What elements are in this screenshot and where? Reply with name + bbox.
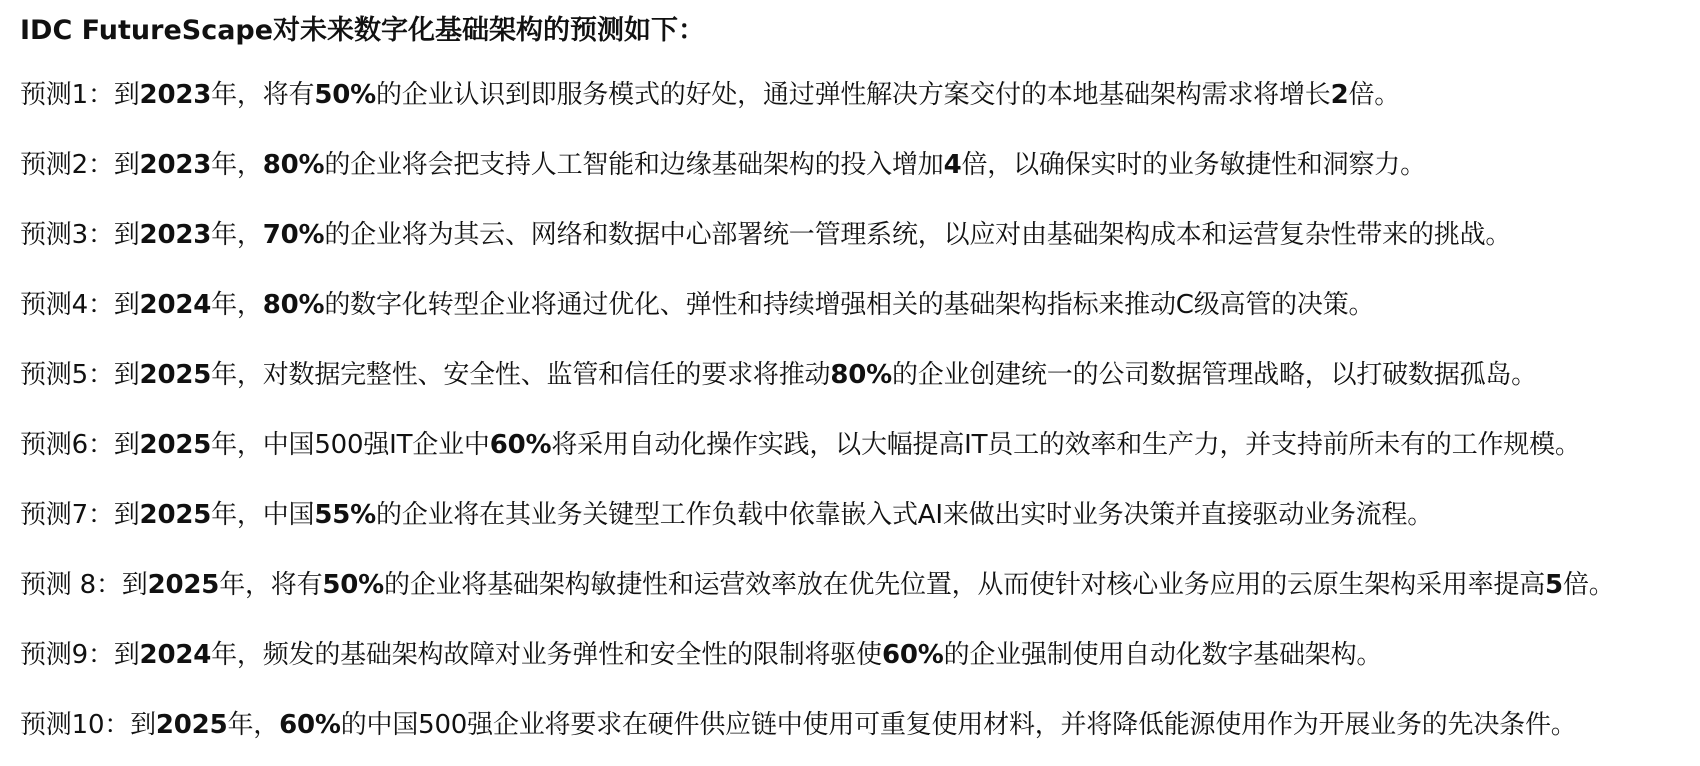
prediction-text: 预测5：到 bbox=[20, 360, 140, 390]
prediction-item-9 bbox=[20, 638, 1682, 672]
prediction-highlight: 4 bbox=[943, 150, 962, 180]
prediction-highlight: 50% bbox=[314, 80, 376, 110]
prediction-text: 倍。 bbox=[1348, 80, 1401, 110]
prediction-highlight: 2025 bbox=[139, 430, 212, 460]
prediction-highlight: 50% bbox=[322, 570, 385, 600]
prediction-text: 预测2：到 bbox=[20, 150, 140, 180]
prediction-item-5 bbox=[20, 358, 1682, 392]
prediction-text: 预测4：到 bbox=[20, 290, 140, 320]
prediction-item-6 bbox=[20, 428, 1682, 462]
prediction-text: 预测6：到 bbox=[20, 430, 140, 460]
prediction-text: 年，对数据完整性、安全性、监管和信任的要求将推动 bbox=[211, 360, 831, 390]
prediction-text: 的中国500强企业将要求在硬件供应链中使用可重复使用材料，并将降低能源使用作为开展业务的先决条件。 bbox=[340, 710, 1577, 740]
prediction-highlight: 55% bbox=[314, 500, 376, 530]
prediction-text: 预测3：到 bbox=[20, 220, 140, 250]
prediction-text: 年，中国500强IT企业中 bbox=[211, 430, 490, 460]
prediction-highlight: 2023 bbox=[139, 150, 212, 180]
prediction-item-1 bbox=[20, 78, 1682, 112]
prediction-text: 的数字化转型企业将通过优化、弹性和持续增强相关的基础架构指标来推动C级高管的决策。 bbox=[324, 290, 1375, 320]
prediction-highlight: 80% bbox=[830, 360, 892, 390]
prediction-text: 预测7：到 bbox=[20, 500, 140, 530]
prediction-text: 的企业创建统一的公司数据管理战略，以打破数据孤岛。 bbox=[891, 360, 1537, 390]
prediction-highlight: 2023 bbox=[139, 220, 212, 250]
prediction-highlight: 5 bbox=[1545, 570, 1563, 600]
prediction-text: 年，将有 bbox=[219, 570, 323, 600]
prediction-highlight: 80% bbox=[262, 150, 325, 180]
prediction-item-7 bbox=[20, 498, 1682, 532]
prediction-highlight: 2 bbox=[1330, 80, 1349, 110]
document-title: IDC FutureScape对未来数字化基础架构的预测如下： bbox=[20, 15, 706, 46]
prediction-highlight: 2024 bbox=[139, 640, 212, 670]
prediction-text: 的企业将会把支持人工智能和边缘基础架构的投入增加 bbox=[324, 150, 944, 180]
prediction-text: 预测 8：到 bbox=[20, 570, 148, 600]
prediction-text: 的企业认识到即服务模式的好处，通过弹性解决方案交付的本地基础架构需求将增长 bbox=[375, 80, 1331, 110]
prediction-text: 的企业将在其业务关键型工作负载中依靠嵌入式AI来做出实时业务决策并直接驱动业务流程。 bbox=[375, 500, 1434, 530]
prediction-highlight: 70% bbox=[262, 220, 325, 250]
prediction-text: 年， bbox=[211, 220, 263, 250]
prediction-text: 年，频发的基础架构故障对业务弹性和安全性的限制将驱使 bbox=[211, 640, 882, 670]
prediction-highlight: 60% bbox=[279, 710, 341, 740]
prediction-text: 年， bbox=[227, 710, 280, 740]
prediction-text: 倍，以确保实时的业务敏捷性和洞察力。 bbox=[961, 150, 1426, 180]
prediction-highlight: 60% bbox=[489, 430, 552, 460]
prediction-item-4 bbox=[20, 288, 1682, 322]
prediction-text: 倍。 bbox=[1562, 570, 1615, 600]
prediction-highlight: 2023 bbox=[139, 80, 212, 110]
prediction-text: 的企业将为其云、网络和数据中心部署统一管理系统，以应对由基础架构成本和运营复杂性带来的挑战。 bbox=[324, 220, 1512, 250]
prediction-highlight: 2024 bbox=[139, 290, 212, 320]
prediction-text: 年， bbox=[211, 150, 263, 180]
prediction-item-8 bbox=[20, 568, 1682, 602]
prediction-highlight: 60% bbox=[881, 640, 944, 670]
prediction-highlight: 2025 bbox=[147, 570, 220, 600]
prediction-text: 预测10：到 bbox=[20, 710, 156, 740]
prediction-text: 将采用自动化操作实践，以大幅提高IT员工的效率和生产力，并支持前所未有的工作规模。 bbox=[551, 430, 1581, 460]
prediction-text: 的企业将基础架构敏捷性和运营效率放在优先位置，从而使针对核心业务应用的云原生架构采用率提高 bbox=[384, 570, 1546, 600]
prediction-highlight: 2025 bbox=[139, 360, 212, 390]
prediction-text: 年，中国 bbox=[211, 500, 315, 530]
prediction-text: 预测1：到 bbox=[20, 80, 140, 110]
prediction-text: 年，将有 bbox=[211, 80, 315, 110]
prediction-text: 的企业强制使用自动化数字基础架构。 bbox=[943, 640, 1383, 670]
prediction-highlight: 2025 bbox=[139, 500, 212, 530]
prediction-item-3 bbox=[20, 218, 1682, 252]
prediction-highlight: 80% bbox=[262, 290, 325, 320]
prediction-list bbox=[20, 78, 1682, 742]
prediction-item-10 bbox=[20, 708, 1682, 742]
prediction-item-2 bbox=[20, 148, 1682, 182]
prediction-highlight: 2025 bbox=[155, 710, 228, 740]
prediction-text: 年， bbox=[211, 290, 263, 320]
prediction-text: 预测9：到 bbox=[20, 640, 140, 670]
